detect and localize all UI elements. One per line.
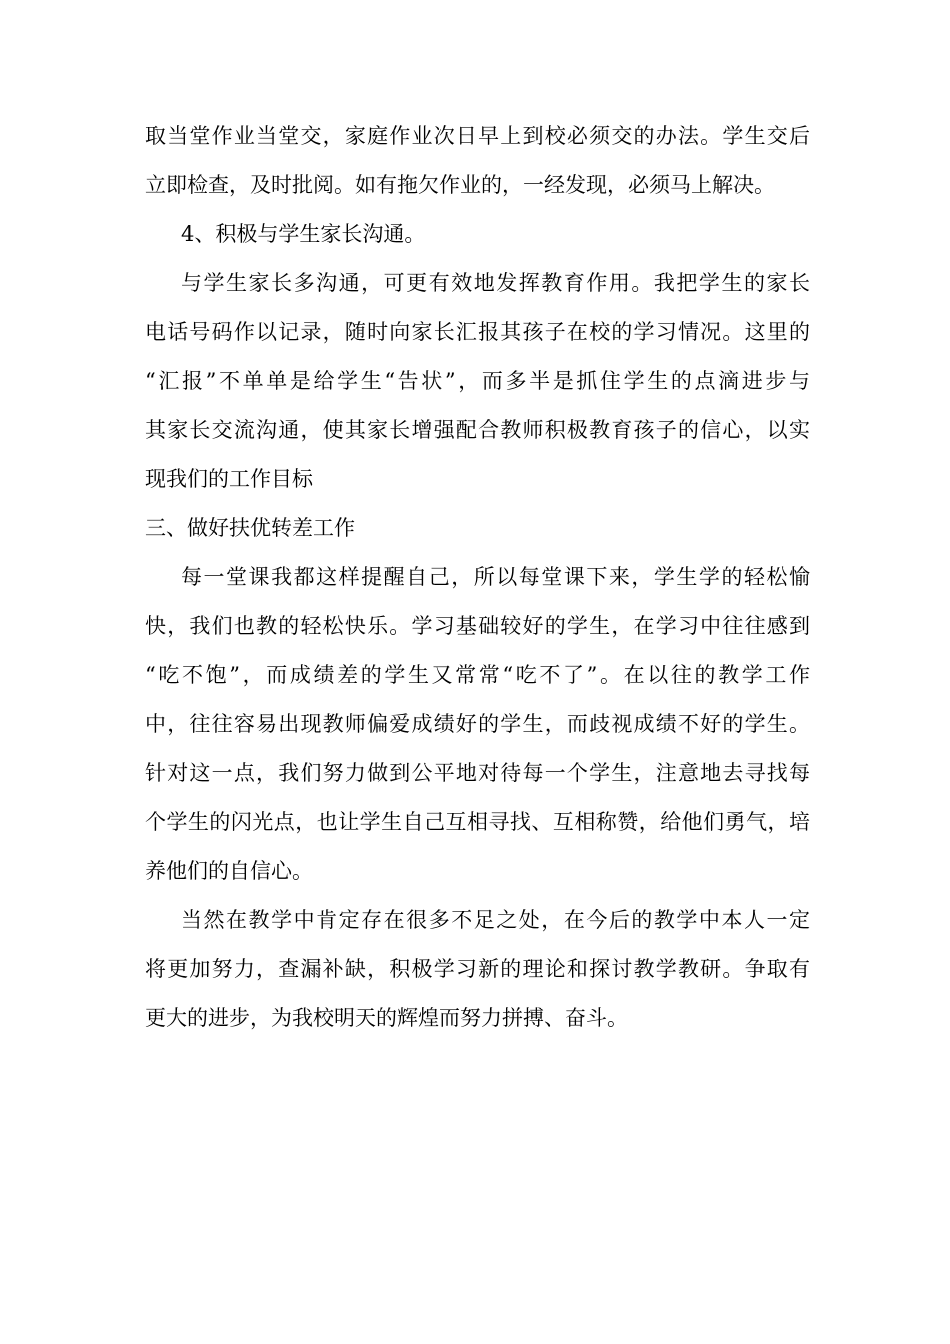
subheading-text: 4、积极与学生家长沟通。 — [181, 222, 426, 246]
paragraph-conclusion — [145, 896, 810, 1043]
text-line: 立即检查，及时批阅。如有拖欠作业的，一经发现，必须马上解决。 — [145, 173, 775, 197]
text-line: 当然在教学中肯定存在很多不足之处，在今后的教学中本人一定 — [181, 908, 810, 932]
text-line: 养他们的自信心。 — [145, 859, 313, 883]
text-line: 现我们的工作目标 — [145, 467, 313, 491]
text-line: “汇报”不单单是给学生“告状”，而多半是抓住学生的点滴进步与 — [145, 369, 810, 393]
subheading-parent-communication — [145, 210, 810, 259]
text-line: 更大的进步，为我校明天的辉煌而努力拼搏、奋斗。 — [145, 1006, 628, 1030]
heading-text: 三、做好扶优转差工作 — [145, 516, 355, 540]
section-heading-three — [145, 504, 810, 553]
text-line: “吃不饱”，而成绩差的学生又常常“吃不了”。在以往的教学工作 — [145, 663, 810, 687]
paragraph-fairness — [145, 553, 810, 896]
text-line: 快，我们也教的轻松快乐。学习基础较好的学生，在学习中往往感到 — [145, 614, 810, 638]
paragraph-parent-communication — [145, 259, 810, 504]
text-line: 每一堂课我都这样提醒自己，所以每堂课下来，学生学的轻松愉 — [181, 565, 810, 589]
text-line: 与学生家长多沟通，可更有效地发挥教育作用。我把学生的家长 — [181, 271, 810, 295]
document-body — [145, 112, 810, 1043]
text-line: 其家长交流沟通，使其家长增强配合教师积极教育孩子的信心，以实 — [145, 418, 810, 442]
text-line: 个学生的闪光点，也让学生自己互相寻找、互相称赞，给他们勇气，培 — [145, 810, 810, 834]
paragraph-homework — [145, 112, 810, 210]
text-line: 将更加努力，查漏补缺，积极学习新的理论和探讨教学教研。争取有 — [145, 957, 810, 981]
text-line: 取当堂作业当堂交，家庭作业次日早上到校必须交的办法。学生交后 — [145, 124, 810, 148]
text-line: 中，往往容易出现教师偏爱成绩好的学生，而歧视成绩不好的学生。 — [145, 712, 810, 736]
text-line: 电话号码作以记录，随时向家长汇报其孩子在校的学习情况。这里的 — [145, 320, 810, 344]
text-line: 针对这一点，我们努力做到公平地对待每一个学生，注意地去寻找每 — [145, 761, 810, 785]
